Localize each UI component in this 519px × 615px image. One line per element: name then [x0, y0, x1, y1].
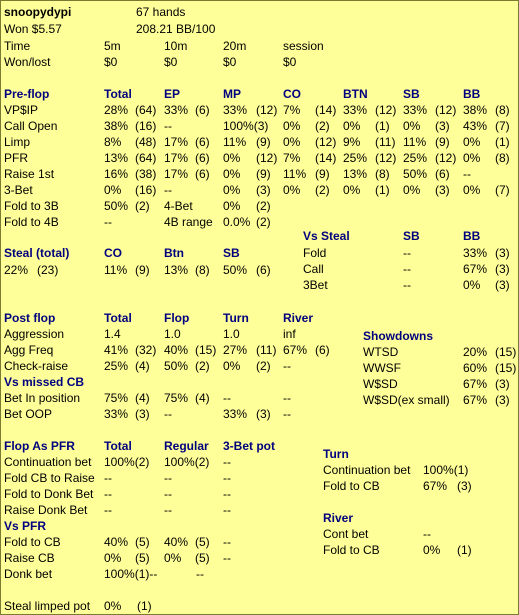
preflop-cell: --: [164, 183, 172, 197]
preflop-cell: 0%: [463, 135, 481, 149]
vs-pfr-cell: 40%: [164, 535, 189, 549]
preflop-header: EP: [164, 87, 181, 101]
preflop-cell: (8): [495, 103, 510, 117]
missed-cb-cell: --: [283, 407, 291, 421]
preflop-cell: 0%: [343, 183, 361, 197]
vs-steal-row-label: Call: [303, 262, 324, 276]
vs-pfr-cell: --: [223, 535, 231, 549]
turn-count: (3): [457, 479, 472, 493]
preflop-cell: 38%: [463, 103, 488, 117]
donk-bet-cell: 100%(1)--: [104, 567, 158, 581]
flop-pfr-cell: --: [104, 503, 112, 517]
vs-steal-row-label: 3Bet: [303, 278, 328, 292]
preflop-row-label: VP$IP: [4, 103, 39, 117]
preflop-cell: (1): [495, 135, 510, 149]
vs-steal-cell: 67%: [463, 262, 488, 276]
preflop-cell: 33%: [223, 103, 248, 117]
preflop-cell: (14): [315, 103, 337, 117]
flop-pfr-row-label: Continuation bet: [4, 455, 92, 469]
vs-steal-cell: 0%: [463, 278, 481, 292]
vs-steal-cell: (3): [495, 278, 510, 292]
preflop-row-label: Fold to 4B: [4, 215, 59, 229]
preflop-cell: 8%: [104, 135, 122, 149]
preflop-cell: 33%: [403, 103, 428, 117]
river-count: (1): [457, 543, 472, 557]
donk-bet-label: Donk bet: [4, 567, 53, 581]
postflop-cell: (4): [135, 359, 150, 373]
postflop-cell: 1.0: [164, 327, 181, 341]
preflop-cell: (16): [135, 183, 157, 197]
steal-header: SB: [223, 246, 240, 260]
preflop-cell: --: [463, 167, 471, 181]
summary-header: Time: [4, 39, 31, 53]
preflop-cell: (3): [256, 183, 271, 197]
preflop-cell: 25%: [343, 151, 368, 165]
river-value: 0%: [423, 543, 441, 557]
preflop-cell: 33%: [164, 103, 189, 117]
preflop-cell: (1): [375, 119, 390, 133]
preflop-cell: 17%: [164, 151, 189, 165]
postflop-header: Flop: [164, 311, 190, 325]
vs-pfr-row-label: Raise CB: [4, 551, 55, 565]
preflop-cell: (16): [135, 119, 157, 133]
vs-pfr-title: Vs PFR: [4, 519, 47, 533]
showdowns-title: Showdowns: [363, 329, 433, 343]
preflop-cell: (64): [135, 103, 157, 117]
preflop-cell: (2): [135, 199, 150, 213]
flop-pfr-title: Flop As PFR: [4, 439, 75, 453]
steal-limped-count: (1): [137, 599, 152, 613]
postflop-cell: 50%: [164, 359, 189, 373]
preflop-cell: 11%: [403, 135, 427, 149]
preflop-cell: 43%: [463, 119, 488, 133]
preflop-cell: (12): [256, 151, 278, 165]
preflop-cell: (14): [315, 151, 337, 165]
preflop-cell: (9): [315, 167, 330, 181]
postflop-header: Total: [104, 311, 132, 325]
summary-header: 5m: [104, 39, 121, 53]
flop-pfr-cell: --: [223, 487, 231, 501]
steal-title: Steal (total): [4, 246, 70, 260]
preflop-cell: 0%: [463, 183, 481, 197]
preflop-cell: (48): [135, 135, 157, 149]
bb-per-100: 208.21 BB/100: [136, 22, 216, 36]
preflop-cell: 4-Bet: [164, 199, 193, 213]
vs-steal-cell: 33%: [463, 246, 488, 260]
postflop-cell: (15): [195, 343, 217, 357]
preflop-cell: 4B range: [164, 215, 213, 229]
preflop-cell: 0%: [403, 119, 421, 133]
preflop-cell: 13%: [104, 151, 129, 165]
postflop-cell: 1.4: [104, 327, 121, 341]
preflop-cell: 0%: [463, 151, 481, 165]
postflop-cell: 25%: [104, 359, 129, 373]
missed-cb-cell: --: [223, 391, 231, 405]
preflop-cell: (12): [256, 103, 278, 117]
missed-cb-cell: --: [164, 407, 172, 421]
flop-pfr-cell: --: [223, 471, 231, 485]
preflop-cell: 7%: [283, 103, 301, 117]
preflop-row-label: Call Open: [4, 119, 58, 133]
steal-cell: 11%: [104, 263, 128, 277]
postflop-cell: inf: [283, 327, 296, 341]
won-amount: Won $5.57: [4, 22, 62, 36]
postflop-cell: 1.0: [223, 327, 240, 341]
missed-cb-cell: --: [283, 391, 291, 405]
vs-pfr-cell: (5): [135, 551, 150, 565]
steal-cell: (8): [195, 263, 210, 277]
vs-steal-cell: (3): [495, 246, 510, 260]
preflop-cell: 0%: [283, 119, 301, 133]
showdown-cell: 67%: [463, 377, 488, 391]
preflop-cell: (3): [435, 119, 450, 133]
preflop-cell: (2): [256, 215, 271, 229]
preflop-cell: (6): [195, 167, 210, 181]
showdown-cell: (15): [495, 345, 517, 359]
preflop-header: Total: [104, 87, 132, 101]
flop-pfr-cell: 100%(2): [164, 455, 210, 469]
flop-pfr-cell: --: [164, 471, 172, 485]
steal-limped-label: Steal limped pot: [4, 599, 91, 613]
vs-pfr-cell: (5): [195, 535, 210, 549]
missed-cb-cell: 75%: [164, 391, 189, 405]
missed-cb-cell: (3): [135, 407, 150, 421]
showdown-row-label: W$SD: [363, 377, 398, 391]
preflop-cell: 0%: [223, 167, 241, 181]
postflop-cell: --: [283, 359, 291, 373]
vs-pfr-cell: --: [223, 551, 231, 565]
summary-cell: $0: [104, 55, 118, 69]
preflop-cell: 0%: [104, 183, 122, 197]
steal-cell: (6): [256, 263, 271, 277]
preflop-cell: 0%: [283, 183, 301, 197]
turn-value: 100%(1): [423, 463, 469, 477]
postflop-cell: 40%: [164, 343, 189, 357]
summary-header: session: [283, 39, 324, 53]
preflop-cell: 0%: [223, 183, 241, 197]
river-title: River: [323, 511, 354, 525]
vs-pfr-cell: (5): [195, 551, 210, 565]
preflop-cell: (6): [435, 167, 450, 181]
flop-pfr-row-label: Fold CB to Raise: [4, 471, 95, 485]
preflop-cell: (2): [315, 119, 330, 133]
postflop-cell: 41%: [104, 343, 129, 357]
postflop-cell: (2): [256, 359, 271, 373]
preflop-cell: 0.0%: [223, 215, 251, 229]
missed-cb-cell: (4): [135, 391, 150, 405]
preflop-header: SB: [403, 87, 420, 101]
preflop-row-label: Raise 1st: [4, 167, 55, 181]
preflop-cell: 0%: [283, 135, 301, 149]
preflop-cell: 7%: [283, 151, 301, 165]
vs-steal-header: BB: [463, 229, 481, 243]
steal-limped-value: 0%: [104, 599, 122, 613]
vs-steal-header: SB: [403, 229, 420, 243]
postflop-header: Turn: [223, 311, 249, 325]
preflop-cell: --: [104, 215, 112, 229]
summary-cell: $0: [223, 55, 237, 69]
preflop-cell: (9): [256, 135, 271, 149]
river-label: Fold to CB: [323, 543, 380, 557]
missed-cb-cell: 75%: [104, 391, 129, 405]
flop-pfr-cell: --: [104, 487, 112, 501]
postflop-cell: (32): [135, 343, 157, 357]
preflop-cell: 100%(3): [223, 119, 269, 133]
preflop-cell: (12): [375, 103, 397, 117]
preflop-row-label: Fold to 3B: [4, 199, 59, 213]
showdown-row-label: WWSF: [363, 361, 401, 375]
steal-cell: (9): [135, 263, 150, 277]
vs-pfr-row-label: Fold to CB: [4, 535, 61, 549]
preflop-cell: 25%: [403, 151, 428, 165]
preflop-cell: (64): [135, 151, 157, 165]
player-name: snoopydypi: [4, 5, 72, 19]
preflop-cell: (1): [375, 183, 390, 197]
postflop-cell: 67%: [283, 343, 308, 357]
hands-count: 67 hands: [136, 5, 186, 19]
preflop-cell: (7): [495, 119, 510, 133]
preflop-cell: (12): [315, 135, 337, 149]
vs-steal-cell: --: [403, 246, 411, 260]
postflop-title: Post flop: [4, 311, 56, 325]
turn-title: Turn: [323, 447, 349, 461]
vs-steal-cell: --: [403, 262, 411, 276]
postflop-cell: (6): [315, 343, 330, 357]
flop-pfr-row-label: Raise Donk Bet: [4, 503, 88, 517]
preflop-cell: (6): [195, 151, 210, 165]
vs-steal-cell: --: [403, 278, 411, 292]
preflop-cell: 0%: [343, 119, 361, 133]
postflop-cell: (11): [256, 343, 277, 357]
preflop-cell: 50%: [104, 199, 129, 213]
showdown-cell: 67%: [463, 393, 488, 407]
preflop-cell: (12): [435, 151, 457, 165]
preflop-header: BB: [463, 87, 481, 101]
showdown-cell: (3): [495, 393, 510, 407]
preflop-cell: 0%: [403, 183, 421, 197]
flop-pfr-row-label: Fold to Donk Bet: [4, 487, 94, 501]
preflop-row-label: 3-Bet: [4, 183, 33, 197]
flop-pfr-cell: --: [223, 503, 231, 517]
preflop-cell: (7): [495, 183, 510, 197]
vs-pfr-cell: (5): [135, 535, 150, 549]
vs-steal-cell: (3): [495, 262, 510, 276]
vs-pfr-cell: 0%: [104, 551, 122, 565]
summary-cell: Won/lost: [4, 55, 51, 69]
preflop-cell: 33%: [343, 103, 368, 117]
preflop-cell: (3): [435, 183, 450, 197]
vs-missed-cb-title: Vs missed CB: [4, 375, 85, 389]
flop-pfr-header: Total: [104, 439, 132, 453]
flop-pfr-cell: 100%(2): [104, 455, 150, 469]
summary-header: 20m: [223, 39, 247, 53]
flop-pfr-cell: --: [223, 455, 231, 469]
preflop-cell: (9): [435, 135, 450, 149]
preflop-title: Pre-flop: [4, 87, 50, 101]
preflop-cell: (2): [256, 199, 271, 213]
preflop-cell: 16%: [104, 167, 129, 181]
steal-header: Btn: [164, 246, 184, 260]
flop-pfr-cell: --: [104, 471, 112, 485]
preflop-cell: (8): [495, 151, 510, 165]
steal-header: CO: [104, 246, 122, 260]
preflop-cell: (38): [135, 167, 157, 181]
donk-bet-cell: --: [196, 567, 204, 581]
preflop-cell: 11%: [223, 135, 247, 149]
flop-pfr-header: 3-Bet pot: [223, 439, 275, 453]
summary-header: 10m: [164, 39, 188, 53]
missed-cb-cell: (3): [256, 407, 271, 421]
turn-label: Fold to CB: [323, 479, 380, 493]
river-value: --: [423, 527, 431, 541]
preflop-cell: (11): [375, 135, 396, 149]
preflop-cell: (2): [315, 183, 330, 197]
postflop-cell: 0%: [223, 359, 241, 373]
turn-value: 67%: [423, 479, 448, 493]
preflop-cell: 17%: [164, 167, 189, 181]
preflop-header: BTN: [343, 87, 368, 101]
steal-cell: 22%: [4, 263, 29, 277]
preflop-cell: --: [164, 119, 172, 133]
preflop-row-label: Limp: [4, 135, 31, 149]
missed-cb-cell: 33%: [104, 407, 129, 421]
flop-pfr-cell: --: [164, 487, 172, 501]
preflop-cell: 13%: [343, 167, 368, 181]
steal-cell: 50%: [223, 263, 248, 277]
postflop-header: River: [283, 311, 314, 325]
summary-cell: $0: [164, 55, 178, 69]
preflop-cell: 9%: [343, 135, 361, 149]
preflop-cell: 17%: [164, 135, 189, 149]
missed-cb-cell: (4): [195, 391, 210, 405]
preflop-cell: (12): [375, 151, 397, 165]
vs-pfr-cell: 40%: [104, 535, 129, 549]
showdown-cell: 60%: [463, 361, 488, 375]
missed-cb-cell: 33%: [223, 407, 248, 421]
showdown-cell: (15): [495, 361, 517, 375]
preflop-header: MP: [223, 87, 241, 101]
vs-pfr-cell: 0%: [164, 551, 182, 565]
missed-cb-row-label: Bet In position: [4, 391, 81, 405]
preflop-cell: 11%: [283, 167, 307, 181]
preflop-cell: (8): [375, 167, 390, 181]
preflop-cell: 28%: [104, 103, 129, 117]
postflop-cell: 27%: [223, 343, 248, 357]
postflop-row-label: Check-raise: [4, 359, 69, 373]
preflop-header: CO: [283, 87, 301, 101]
showdown-cell: (3): [495, 377, 510, 391]
summary-cell: $0: [283, 55, 297, 69]
vs-steal-row-label: Fold: [303, 246, 327, 260]
postflop-row-label: Agg Freq: [4, 343, 54, 357]
flop-pfr-header: Regular: [164, 439, 209, 453]
showdown-row-label: W$SD(ex small): [363, 393, 450, 407]
preflop-cell: 38%: [104, 119, 129, 133]
vs-steal-title: Vs Steal: [303, 229, 350, 243]
river-label: Cont bet: [323, 527, 369, 541]
missed-cb-row-label: Bet OOP: [4, 407, 53, 421]
preflop-cell: 0%: [223, 199, 241, 213]
preflop-row-label: PFR: [4, 151, 28, 165]
steal-cell: 13%: [164, 263, 189, 277]
preflop-cell: (6): [195, 135, 210, 149]
preflop-cell: (12): [435, 103, 457, 117]
postflop-row-label: Aggression: [4, 327, 65, 341]
preflop-cell: (6): [195, 103, 210, 117]
postflop-cell: (2): [195, 359, 210, 373]
preflop-cell: 0%: [223, 151, 241, 165]
showdown-row-label: WTSD: [363, 345, 399, 359]
turn-label: Continuation bet: [323, 463, 411, 477]
showdown-cell: 20%: [463, 345, 488, 359]
preflop-cell: (9): [256, 167, 271, 181]
preflop-cell: 50%: [403, 167, 428, 181]
flop-pfr-cell: --: [164, 503, 172, 517]
steal-cell: (23): [37, 263, 59, 277]
